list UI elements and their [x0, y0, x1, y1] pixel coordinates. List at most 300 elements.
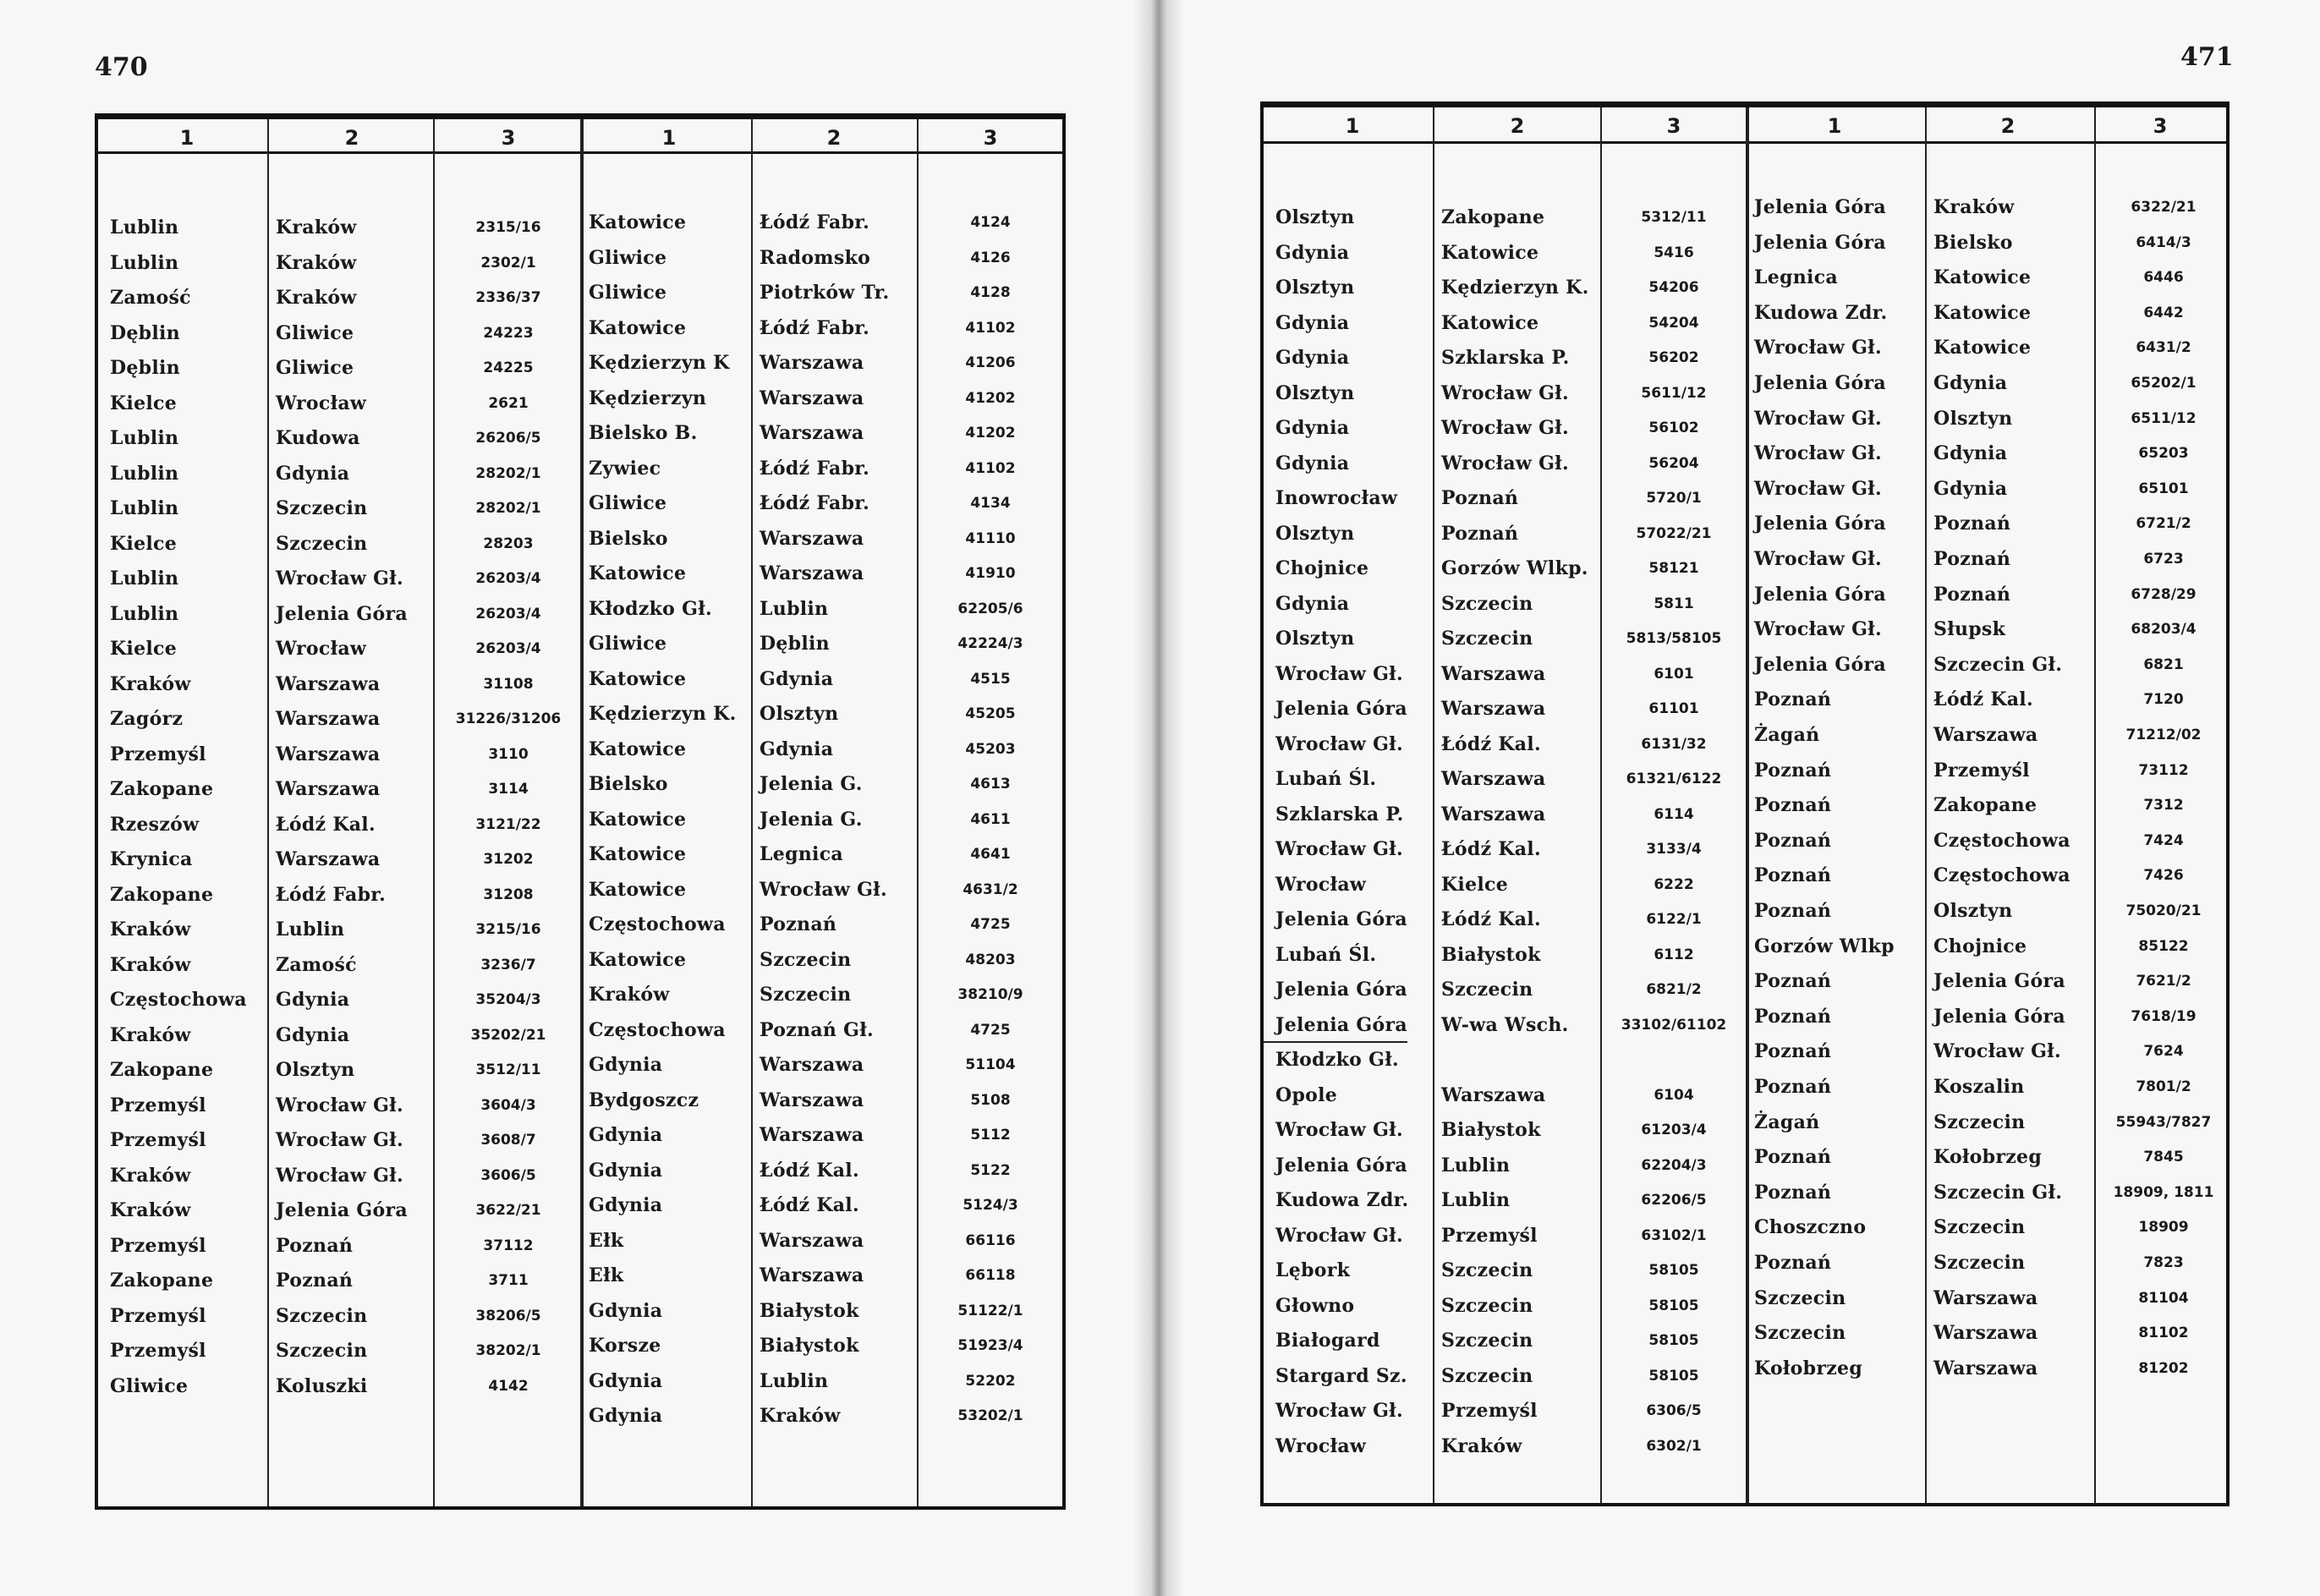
- train-number: 6101: [1654, 665, 1694, 683]
- table-row: [98, 1188, 1062, 1222]
- train-number: 6302/1: [1646, 1437, 1702, 1455]
- train-number: 7845: [2143, 1149, 2184, 1166]
- table-row: [1264, 226, 2226, 260]
- train-number: 41102: [965, 459, 1016, 477]
- train-number: 66116: [965, 1231, 1016, 1249]
- table-row: [98, 1224, 1062, 1258]
- table-row: [1264, 824, 2226, 858]
- destination-station: Łódź Kal.: [1933, 688, 2033, 711]
- origin-station: Poznań: [1754, 1181, 1832, 1204]
- destination-station: Warszawa: [276, 672, 381, 695]
- origin-station: Stargard Sz.: [1275, 1364, 1407, 1387]
- table-row: [98, 943, 1062, 977]
- destination-station: Kudowa: [276, 427, 360, 449]
- destination-station: W-wa Wsch.: [1441, 1013, 1569, 1036]
- column-header: 3: [501, 126, 516, 150]
- origin-station: Wrocław Gł.: [1275, 1224, 1403, 1247]
- destination-station: Olsztyn: [1933, 900, 2013, 922]
- destination-station: Wrocław: [276, 638, 367, 660]
- destination-station: Warszawa: [1933, 724, 2038, 746]
- origin-station: Przemyśl: [110, 1340, 206, 1362]
- origin-station: Żagań: [1754, 724, 1820, 746]
- table-row: [1264, 1000, 2226, 1034]
- column-header: 2: [344, 126, 359, 150]
- origin-station: Białogard: [1275, 1330, 1380, 1352]
- train-number: 5312/11: [1641, 209, 1707, 226]
- origin-station: Gdynia: [589, 1194, 663, 1216]
- destination-station: Gdynia: [276, 1023, 350, 1046]
- table-row: [98, 381, 1062, 415]
- origin-station: Katowice: [589, 316, 687, 339]
- destination-station: Łódź Fabr.: [760, 211, 870, 233]
- destination-station: Szczecin: [276, 532, 368, 555]
- origin-station: Przemyśl: [110, 1129, 206, 1151]
- destination-station: Olsztyn: [760, 703, 839, 725]
- train-number: 73112: [2138, 761, 2189, 779]
- destination-station: Łódź Fabr.: [760, 457, 870, 480]
- table-row: [1264, 1246, 2226, 1280]
- train-number: 65202/1: [2131, 375, 2197, 392]
- table-row: [1264, 1316, 2226, 1350]
- origin-station: Poznań: [1754, 1076, 1832, 1098]
- table-row: [98, 978, 1062, 1012]
- train-number: 4725: [970, 916, 1011, 933]
- table-row: [1264, 1140, 2226, 1174]
- train-number: 4134: [970, 495, 1011, 512]
- destination-station: Lublin: [1441, 1189, 1511, 1211]
- destination-station: Jelenia Góra: [276, 1199, 408, 1221]
- train-number: 62205/6: [957, 600, 1023, 617]
- destination-station: Jelenia Góra: [1933, 970, 2065, 993]
- train-number: 61203/4: [1641, 1122, 1707, 1138]
- train-number: 35202/21: [470, 1026, 546, 1044]
- table-row: [1264, 894, 2226, 928]
- table-row: [98, 1013, 1062, 1047]
- destination-station: Warszawa: [276, 743, 381, 765]
- train-number: 2302/1: [480, 254, 536, 271]
- train-number: 5611/12: [1641, 384, 1707, 402]
- origin-station: Wrocław Gł.: [1275, 1400, 1403, 1422]
- origin-station: Jelenia Góra: [1754, 372, 1886, 394]
- origin-station: Gdynia: [1275, 311, 1350, 334]
- train-number: 4515: [970, 670, 1011, 688]
- table-row: [1264, 1034, 2226, 1068]
- origin-station: Jelenia Góra: [1754, 196, 1886, 218]
- train-number: 81104: [2138, 1289, 2189, 1307]
- train-number: 65101: [2138, 480, 2189, 497]
- destination-station: Wrocław Gł.: [1933, 1040, 2061, 1063]
- train-number: 26203/4: [475, 570, 541, 587]
- destination-station: Lublin: [760, 597, 829, 620]
- destination-station: Warszawa: [1933, 1322, 2038, 1345]
- destination-station: Szczecin: [760, 948, 852, 971]
- origin-station: Jelenia Góra: [1275, 698, 1407, 720]
- train-number: 3608/7: [480, 1132, 536, 1149]
- destination-station: Szczecin: [276, 1340, 368, 1362]
- train-number: 7426: [2143, 867, 2184, 885]
- table-row: [1264, 1429, 2226, 1463]
- origin-station: Jelenia Góra: [1754, 231, 1886, 254]
- table-row: [98, 1048, 1062, 1082]
- destination-station: Częstochowa: [1933, 829, 2070, 852]
- destination-station: Koszalin: [1933, 1076, 2025, 1098]
- destination-station: Warszawa: [760, 527, 864, 550]
- destination-station: Słupsk: [1933, 618, 2006, 641]
- column-header: 2: [2000, 114, 2016, 138]
- destination-station: Szczecin: [1441, 592, 1533, 615]
- train-number: 6723: [2143, 551, 2184, 568]
- train-number: 4725: [970, 1021, 1011, 1039]
- train-number: 38202/1: [475, 1342, 541, 1359]
- destination-station: Lublin: [1441, 1154, 1511, 1176]
- train-number: 5122: [970, 1161, 1011, 1179]
- table-row: [98, 873, 1062, 907]
- destination-station: Białystok: [760, 1335, 859, 1357]
- train-number: 7312: [2143, 797, 2184, 814]
- table-row: [98, 241, 1062, 275]
- train-number: 4611: [970, 810, 1011, 828]
- train-number: 28202/1: [475, 500, 541, 517]
- origin-station: Kielce: [110, 638, 178, 660]
- train-number: 26203/4: [475, 605, 541, 622]
- train-number: 54206: [1648, 279, 1699, 296]
- destination-station: Szczecin: [276, 497, 368, 519]
- destination-station: Poznań Gł.: [760, 1018, 874, 1041]
- origin-station: Kraków: [589, 984, 670, 1006]
- table-row: [1264, 683, 2226, 716]
- destination-station: Warszawa: [760, 1229, 864, 1252]
- train-number: 6114: [1654, 805, 1694, 823]
- destination-station: Poznań: [276, 1234, 354, 1257]
- destination-station: Warszawa: [1933, 1357, 2038, 1379]
- origin-station: Wrocław Gł.: [1275, 1119, 1403, 1141]
- train-number: 2315/16: [475, 219, 541, 236]
- train-number: 61101: [1648, 700, 1699, 717]
- destination-station: Jelenia Góra: [1933, 1005, 2065, 1028]
- destination-station: Katowice: [1933, 301, 2032, 324]
- destination-station: Gdynia: [276, 462, 350, 485]
- origin-station: Wrocław Gł.: [1275, 732, 1403, 755]
- destination-station: Łódź Fabr.: [276, 883, 387, 906]
- origin-station: Wrocław Gł.: [1754, 407, 1882, 430]
- column-header: 3: [983, 126, 998, 150]
- destination-station: Szczecin: [1441, 1330, 1533, 1352]
- train-number: 6306/5: [1646, 1402, 1702, 1419]
- page-number-right: 471: [2180, 42, 2234, 72]
- table-row: [98, 1364, 1062, 1398]
- origin-station: Wrocław Gł.: [1754, 442, 1882, 465]
- train-number: 5811: [1654, 595, 1694, 612]
- train-number: 71212/02: [2125, 727, 2202, 743]
- train-number: 62204/3: [1641, 1156, 1707, 1174]
- table-row: [1264, 472, 2226, 506]
- train-number: 31226/31206: [455, 710, 562, 727]
- destination-station: Wrocław Gł.: [1441, 417, 1569, 439]
- origin-station: Wrocław: [1275, 1434, 1367, 1457]
- train-number: 7624: [2143, 1043, 2184, 1061]
- train-number: 6131/32: [1641, 735, 1707, 753]
- table-row: [1264, 964, 2226, 998]
- destination-station: Zakopane: [1441, 206, 1545, 228]
- train-number: 6821/2: [1646, 981, 1702, 998]
- train-number: 52202: [965, 1372, 1016, 1390]
- train-number: 3622/21: [475, 1202, 541, 1219]
- train-number: 51923/4: [957, 1337, 1023, 1354]
- origin-station: Gliwice: [589, 633, 667, 655]
- train-number: 58105: [1648, 1332, 1699, 1349]
- destination-station: Warszawa: [760, 1264, 864, 1286]
- train-number: 6821: [2143, 655, 2184, 673]
- origin-station: Zakopane: [110, 883, 214, 906]
- table-row: [98, 452, 1062, 485]
- destination-station: Warszawa: [276, 708, 381, 730]
- table-row: [98, 592, 1062, 626]
- train-number: 4126: [970, 249, 1011, 266]
- destination-station: Kraków: [760, 1405, 841, 1427]
- destination-station: Gdynia: [760, 667, 834, 690]
- destination-station: Jelenia G.: [760, 773, 863, 795]
- train-number: 6222: [1654, 875, 1694, 893]
- train-number: 5720/1: [1646, 490, 1702, 507]
- train-number: 35204/3: [475, 991, 541, 1008]
- destination-station: Katowice: [1933, 266, 2032, 289]
- table-row: [98, 346, 1062, 380]
- train-number: 7621/2: [2136, 973, 2191, 990]
- train-number: 6446: [2143, 269, 2184, 287]
- column-header: 1: [661, 126, 677, 150]
- table-row: [1264, 1352, 2226, 1385]
- origin-station: Poznań: [1754, 1005, 1832, 1028]
- train-number: 3114: [488, 781, 529, 798]
- train-number: 6431/2: [2136, 339, 2191, 357]
- destination-station: Warszawa: [1441, 803, 1546, 825]
- train-number: 5124/3: [963, 1197, 1018, 1214]
- destination-station: Legnica: [760, 843, 843, 865]
- train-number: 7823: [2143, 1254, 2184, 1271]
- origin-station: Jelenia Góra: [1275, 1013, 1407, 1036]
- destination-station: Poznań: [1933, 548, 2011, 570]
- origin-station: Legnica: [1754, 266, 1838, 289]
- origin-station: Głowno: [1275, 1294, 1355, 1317]
- origin-station: Kłodzko Gł.: [589, 597, 712, 620]
- table-row: [1264, 1070, 2226, 1104]
- origin-station: Lublin: [110, 427, 179, 449]
- train-number: 7801/2: [2136, 1078, 2191, 1095]
- train-number: 56204: [1648, 454, 1699, 472]
- train-number: 6122/1: [1646, 911, 1702, 928]
- train-number: 7424: [2143, 831, 2184, 849]
- destination-station: Zamość: [276, 953, 357, 976]
- destination-station: Łódź Kal.: [1441, 838, 1541, 860]
- train-number: 4641: [970, 846, 1011, 863]
- destination-station: Koluszki: [276, 1374, 368, 1397]
- origin-station: Bydgoszcz: [589, 1089, 699, 1111]
- origin-station: Zakopane: [110, 1270, 214, 1292]
- train-number: 5112: [970, 1127, 1011, 1144]
- destination-station: Warszawa: [1441, 768, 1546, 790]
- destination-station: Wrocław Gł.: [276, 1164, 403, 1187]
- destination-station: Przemyśl: [1441, 1224, 1538, 1247]
- table-row: [1264, 507, 2226, 540]
- train-number: 6442: [2143, 304, 2184, 321]
- origin-station: Częstochowa: [589, 1018, 726, 1041]
- origin-station: Inowrocław: [1275, 487, 1398, 509]
- destination-station: Szczecin: [760, 984, 852, 1006]
- destination-station: Szczecin: [1933, 1216, 2026, 1239]
- origin-station: Kielce: [110, 392, 178, 414]
- destination-station: Szczecin: [1441, 1364, 1533, 1387]
- origin-station: Zamość: [110, 287, 191, 309]
- origin-station: Opole: [1275, 1083, 1338, 1106]
- table-row: [1264, 1210, 2226, 1244]
- origin-station: Jelenia Góra: [1275, 908, 1407, 930]
- train-number: 37112: [483, 1237, 534, 1254]
- train-number: 58105: [1648, 1262, 1699, 1279]
- table-row: [98, 1294, 1062, 1328]
- origin-station: Gdynia: [589, 1405, 663, 1427]
- origin-station: Korsze: [589, 1335, 661, 1357]
- train-number: 18909: [2138, 1219, 2189, 1237]
- table-row: [98, 522, 1062, 556]
- left-table: [95, 113, 1066, 1510]
- table-row: [98, 276, 1062, 310]
- origin-station: Olsztyn: [1275, 381, 1355, 404]
- destination-station: Katowice: [1441, 241, 1539, 264]
- destination-station: Poznań: [1933, 583, 2011, 606]
- train-number: 24223: [483, 324, 534, 342]
- origin-station: Gdynia: [589, 1054, 663, 1076]
- train-number: 54204: [1648, 314, 1699, 332]
- destination-station: Poznań: [1933, 513, 2011, 535]
- origin-station: Gdynia: [1275, 592, 1350, 615]
- table-row: [98, 767, 1062, 801]
- destination-station: Szczecin: [1441, 979, 1533, 1001]
- table-row: [1264, 788, 2226, 822]
- train-number: 41102: [965, 319, 1016, 337]
- origin-station: Gliwice: [589, 492, 667, 514]
- table-row: [1264, 1394, 2226, 1428]
- table-row: [1264, 754, 2226, 787]
- train-number: 31108: [483, 675, 534, 693]
- destination-station: Warszawa: [760, 1124, 864, 1146]
- train-number: 81202: [2138, 1359, 2189, 1377]
- train-number: 7120: [2143, 691, 2184, 709]
- origin-station: Poznań: [1754, 864, 1832, 887]
- destination-station: Piotrków Tr.: [760, 282, 890, 304]
- origin-station: Ełk: [589, 1264, 624, 1286]
- origin-station: Przemyśl: [110, 743, 206, 765]
- train-number: 3604/3: [480, 1096, 536, 1114]
- column-header: 2: [826, 126, 842, 150]
- train-number: 41206: [965, 354, 1016, 371]
- destination-station: Łódź Kal.: [760, 1194, 859, 1216]
- train-number: 63102/1: [1641, 1226, 1707, 1244]
- book-gutter: [1133, 0, 1184, 1596]
- origin-station: Olsztyn: [1275, 522, 1355, 545]
- train-number: 3133/4: [1646, 841, 1702, 858]
- origin-station: Wrocław Gł.: [1754, 337, 1882, 359]
- table-row: [1264, 296, 2226, 330]
- table-row: [98, 1118, 1062, 1152]
- train-number: 5416: [1654, 244, 1694, 261]
- destination-station: Szczecin: [1933, 1111, 2026, 1133]
- origin-station: Wrocław Gł.: [1754, 618, 1882, 641]
- train-number: 48203: [965, 951, 1016, 968]
- train-number: 31208: [483, 886, 534, 903]
- train-number: 3711: [488, 1272, 529, 1289]
- destination-station: Gdynia: [760, 738, 834, 760]
- train-number: 4124: [970, 214, 1011, 231]
- destination-station: Katowice: [1441, 311, 1539, 334]
- origin-station: Lublin: [110, 568, 179, 590]
- destination-station: Szczecin Gł.: [1933, 653, 2063, 676]
- origin-station: Kraków: [110, 1023, 191, 1046]
- origin-station: Poznań: [1754, 900, 1832, 922]
- destination-station: Łódź Kal.: [1441, 732, 1541, 755]
- table-row: [1264, 190, 2226, 224]
- train-number: 41202: [965, 425, 1016, 442]
- origin-station: Katowice: [589, 738, 687, 760]
- origin-station: Gorzów Wlkp: [1754, 935, 1895, 957]
- origin-station: Wrocław Gł.: [1275, 662, 1403, 685]
- table-row: [98, 311, 1062, 345]
- train-number: 6511/12: [2131, 409, 2197, 427]
- train-number: 3110: [488, 745, 529, 763]
- destination-station: Dęblin: [760, 633, 830, 655]
- origin-station: Lębork: [1275, 1259, 1351, 1281]
- train-number: 58121: [1648, 560, 1699, 577]
- destination-station: Łódź Kal.: [1441, 908, 1541, 930]
- origin-station: Choszczno: [1754, 1216, 1867, 1239]
- origin-station: Jelenia Góra: [1275, 979, 1407, 1001]
- origin-station: Katowice: [589, 808, 687, 831]
- column-header: 1: [1827, 114, 1842, 138]
- destination-station: Szczecin: [1441, 1259, 1533, 1281]
- origin-station: Olsztyn: [1275, 206, 1355, 228]
- origin-station: Bielsko B.: [589, 422, 698, 444]
- header-rule: [1264, 141, 2226, 144]
- destination-station: Warszawa: [760, 1089, 864, 1111]
- train-number: 6414/3: [2136, 233, 2191, 251]
- table-row: [1264, 436, 2226, 470]
- table-row: [98, 697, 1062, 731]
- train-number: 26206/5: [475, 430, 541, 447]
- train-number: 6112: [1654, 946, 1694, 963]
- destination-station: Szczecin: [276, 1304, 368, 1327]
- table-row: [1264, 261, 2226, 294]
- origin-station: Gdynia: [1275, 417, 1350, 439]
- destination-station: Łódź Fabr.: [760, 492, 870, 514]
- origin-station: Katowice: [589, 562, 687, 584]
- table-row: [98, 486, 1062, 520]
- origin-station: Kędzierzyn: [589, 387, 707, 409]
- column-header: 3: [1666, 114, 1681, 138]
- destination-station: Warszawa: [1441, 1083, 1546, 1106]
- origin-station: Jelenia Góra: [1754, 583, 1886, 606]
- table-row: [1264, 331, 2226, 365]
- origin-station: Poznań: [1754, 759, 1832, 782]
- page-number-left: 470: [95, 52, 148, 82]
- table-row: [1264, 612, 2226, 646]
- train-number: 33102/61102: [1621, 1016, 1727, 1034]
- origin-station: Kraków: [110, 953, 191, 976]
- origin-station: Zakopane: [110, 778, 214, 800]
- table-row: [98, 627, 1062, 661]
- destination-station: Warszawa: [1933, 1286, 2038, 1309]
- origin-station: Kudowa Zdr.: [1754, 301, 1888, 324]
- train-number: 66118: [965, 1267, 1016, 1284]
- table-row: [1264, 858, 2226, 892]
